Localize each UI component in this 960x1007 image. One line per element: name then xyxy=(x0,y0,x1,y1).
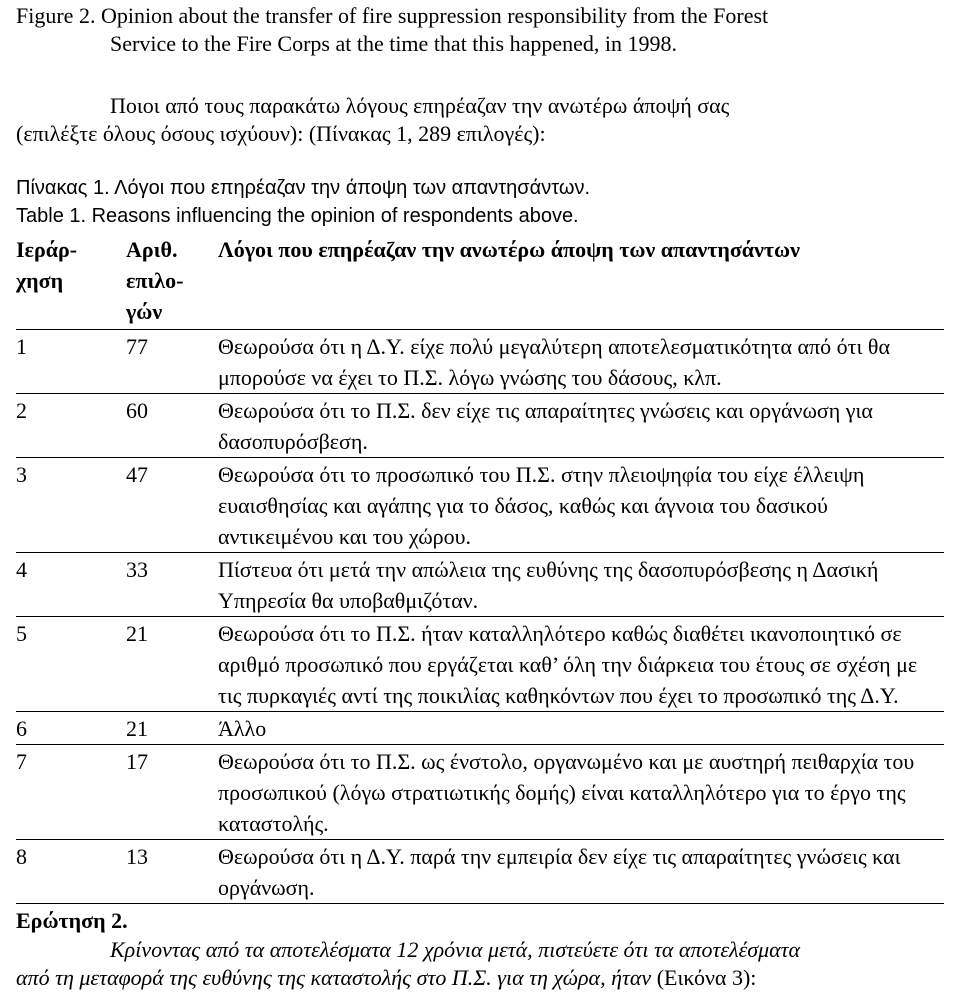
header-rank-line2: χηση xyxy=(16,268,64,293)
row-rank: 4 xyxy=(16,553,126,617)
figure-caption-line2: Service to the Fire Corps at the time that this happened, in 1998. xyxy=(110,31,677,56)
table-row xyxy=(16,712,944,745)
row-rank: 7 xyxy=(16,745,126,840)
row-count: 77 xyxy=(126,330,218,394)
row-reason: Θεωρούσα ότι το Π.Σ. ως ένστολο, οργανωμένο και με αυστηρή πειθαρχία του προσωπικού (λόγω στρατιωτικής δομής) είναι καταλληλότερο για το έργο της καταστολής. xyxy=(218,745,944,840)
row-reason: Πίστευα ότι μετά την απώλεια της ευθύνης της δασοπυρόσβεσης η Δασική Υπηρεσία θα υποβαθμιζόταν. xyxy=(218,553,944,617)
table-header-row xyxy=(16,234,944,330)
question-1-line2: (επιλέξτε όλους όσους ισχύουν): (Πίνακας 1, 289 επιλογές): xyxy=(16,121,546,146)
header-count-line1: Αριθ. xyxy=(126,237,178,262)
table-row xyxy=(16,553,944,617)
document-page xyxy=(0,2,960,992)
header-reason: Λόγοι που επηρέαζαν την ανωτέρω άποψη των απαντησάντων xyxy=(218,234,944,330)
question-2-text xyxy=(16,936,944,992)
row-count: 21 xyxy=(126,617,218,712)
header-rank-line1: Ιεράρ- xyxy=(16,237,78,262)
header-rank xyxy=(16,234,126,330)
table-row xyxy=(16,745,944,840)
header-count xyxy=(126,234,218,330)
row-reason: Θεωρούσα ότι η Δ.Υ. είχε πολύ μεγαλύτερη αποτελεσματικότητα από ότι θα μπορούσε να έχει το Π.Σ. λόγω γνώσης του δάσους, κλπ. xyxy=(218,330,944,394)
question-2-line1: Κρίνοντας από τα αποτελέσματα 12 χρόνια μετά, πιστεύετε ότι τα αποτελέσματα xyxy=(110,937,801,962)
row-rank: 3 xyxy=(16,458,126,553)
table-caption-english: Table 1. Reasons influencing the opinion of respondents above. xyxy=(16,205,579,227)
table-caption-greek: Πίνακας 1. Λόγοι που επηρέαζαν την άποψη των απαντησάντων. xyxy=(16,177,590,199)
question-1 xyxy=(16,92,944,148)
row-reason: Θεωρούσα ότι η Δ.Υ. παρά την εμπειρία δεν είχε τις απαραίτητες γνώσεις και οργάνωση. xyxy=(218,840,944,904)
header-count-line3: γών xyxy=(126,299,163,324)
table-row xyxy=(16,330,944,394)
row-count: 21 xyxy=(126,712,218,745)
row-count: 33 xyxy=(126,553,218,617)
row-count: 60 xyxy=(126,394,218,458)
row-reason: Άλλο xyxy=(218,712,944,745)
row-rank: 2 xyxy=(16,394,126,458)
row-reason: Θεωρούσα ότι το Π.Σ. δεν είχε τις απαραίτητες γνώσεις και οργάνωση για δασοπυρόσβεση. xyxy=(218,394,944,458)
row-rank: 5 xyxy=(16,617,126,712)
table-row xyxy=(16,458,944,553)
figure-caption xyxy=(16,2,944,58)
row-count: 13 xyxy=(126,840,218,904)
table-caption xyxy=(16,174,944,230)
question-2-title: Ερώτηση 2. xyxy=(16,908,128,933)
header-count-line2: επιλο- xyxy=(126,268,184,293)
table-row xyxy=(16,840,944,904)
reasons-table xyxy=(16,234,944,904)
figure-caption-line1: Figure 2. Opinion about the transfer of fire suppression responsibility from the Forest xyxy=(16,3,769,28)
question-2 xyxy=(16,906,944,992)
row-reason: Θεωρούσα ότι το Π.Σ. ήταν καταλληλότερο καθώς διαθέτει ικανοποιητικό σε αριθμό προσωπικό που εργάζεται καθ’ όλη την διάρκεια του έτους σε σχέση με τις πυρκαγιές αντί της ποικιλίας καθηκόντων που έχει το προσωπικό της Δ.Υ. xyxy=(218,617,944,712)
table-row xyxy=(16,394,944,458)
question-2-line2-tail: (Εικόνα 3): xyxy=(651,965,757,990)
row-rank: 1 xyxy=(16,330,126,394)
question-2-line2: από τη μεταφορά της ευθύνης της καταστολής στο Π.Σ. για τη χώρα, ήταν xyxy=(16,965,652,990)
row-count: 47 xyxy=(126,458,218,553)
row-count: 17 xyxy=(126,745,218,840)
row-rank: 6 xyxy=(16,712,126,745)
row-reason: Θεωρούσα ότι το προσωπικό του Π.Σ. στην πλειοψηφία του είχε έλλειψη ευαισθησίας και αγάπης για το δάσος, καθώς και άγνοια του δασικού αντικειμένου και του χώρου. xyxy=(218,458,944,553)
row-rank: 8 xyxy=(16,840,126,904)
question-1-line1: Ποιοι από τους παρακάτω λόγους επηρέαζαν την ανωτέρω άποψή σας xyxy=(110,93,730,118)
table-row xyxy=(16,617,944,712)
